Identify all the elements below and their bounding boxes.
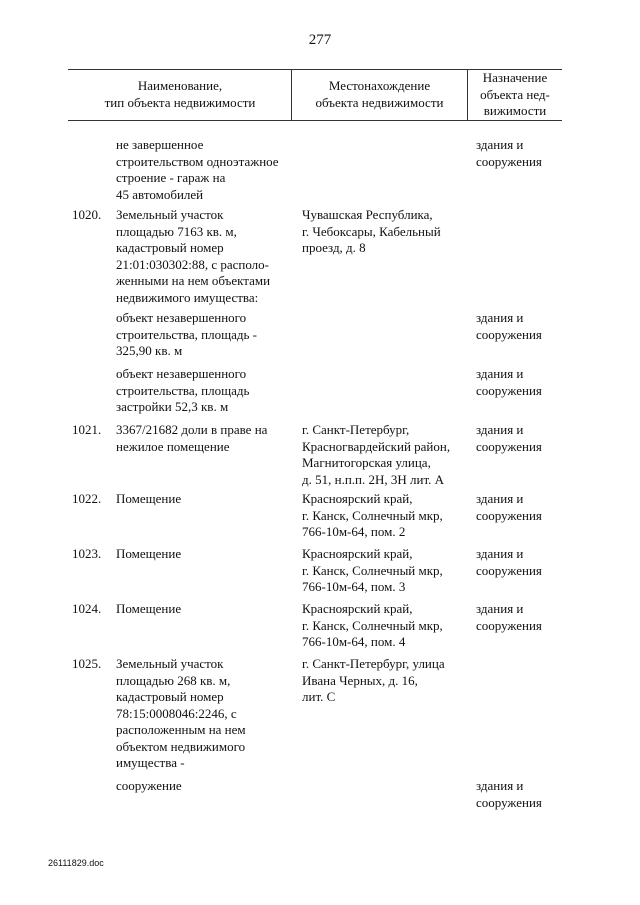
row-number: 1020.	[72, 207, 102, 222]
row-number: 1024.	[72, 601, 102, 616]
row-location: г. Санкт-Петербург, улица Ивана Черных, д. 16, лит. С	[302, 656, 445, 704]
row-name: 3367/21682 доли в праве на нежилое помещение	[116, 422, 268, 454]
row-name: Помещение	[116, 491, 182, 506]
row-number: 1023.	[72, 546, 102, 561]
row-name: Помещение	[116, 546, 182, 561]
row-number: 1022.	[72, 491, 102, 506]
header-bottom-rule	[68, 120, 562, 121]
row-purpose: здания и сооружения	[476, 491, 542, 523]
row-purpose: здания и сооружения	[476, 422, 542, 454]
row-name: Земельный участок площадью 7163 кв. м, кадастровый номер 21:01:030302:88, с располо- женными на нем объектами недвижимого имущества:	[116, 207, 271, 305]
row-purpose: здания и сооружения	[476, 778, 542, 810]
header-name-type: Наименование, тип объекта недвижимости	[104, 78, 256, 110]
row-number: 1025.	[72, 656, 102, 671]
row-purpose: здания и сооружения	[476, 366, 542, 398]
row-location: Красноярский край, г. Канск, Солнечный мкр, 766-10м-64, пом. 2	[302, 491, 443, 539]
header-location: Местонахождение объекта недвижимости	[315, 78, 444, 110]
page-number: 277	[308, 32, 332, 48]
row-name: объект незавершенного строительства, площадь - 325,90 кв. м	[116, 310, 257, 358]
header-purpose: Назначение объекта нед- вижимости	[480, 70, 550, 118]
row-name: Земельный участок площадью 268 кв. м, кадастровый номер 78:15:0008046:2246, с расположенным на нем объектом недвижимого имущества -	[116, 656, 246, 770]
row-name: сооружение	[116, 778, 182, 793]
row-location: г. Санкт-Петербург, Красногвардейский район, Магнитогорская улица, д. 51, н.п.п. 2Н, 3Н лит. А	[302, 422, 451, 487]
row-location: Красноярский край, г. Канск, Солнечный мкр, 766-10м-64, пом. 4	[302, 601, 443, 649]
row-purpose: здания и сооружения	[476, 310, 542, 342]
row-name: не завершенное строительством одноэтажное строение - гараж на 45 автомобилей	[116, 137, 279, 202]
document-footer: 26111829.doc	[48, 858, 104, 868]
row-purpose: здания и сооружения	[476, 601, 542, 633]
row-purpose: здания и сооружения	[476, 137, 542, 169]
row-location: Чувашская Республика, г. Чебоксары, Кабельный проезд, д. 8	[302, 207, 441, 255]
row-purpose: здания и сооружения	[476, 546, 542, 578]
row-number: 1021.	[72, 422, 102, 437]
row-name: Помещение	[116, 601, 182, 616]
row-location: Красноярский край, г. Канск, Солнечный мкр, 766-10м-64, пом. 3	[302, 546, 443, 594]
row-name: объект незавершенного строительства, площадь застройки 52,3 кв. м	[116, 366, 250, 414]
